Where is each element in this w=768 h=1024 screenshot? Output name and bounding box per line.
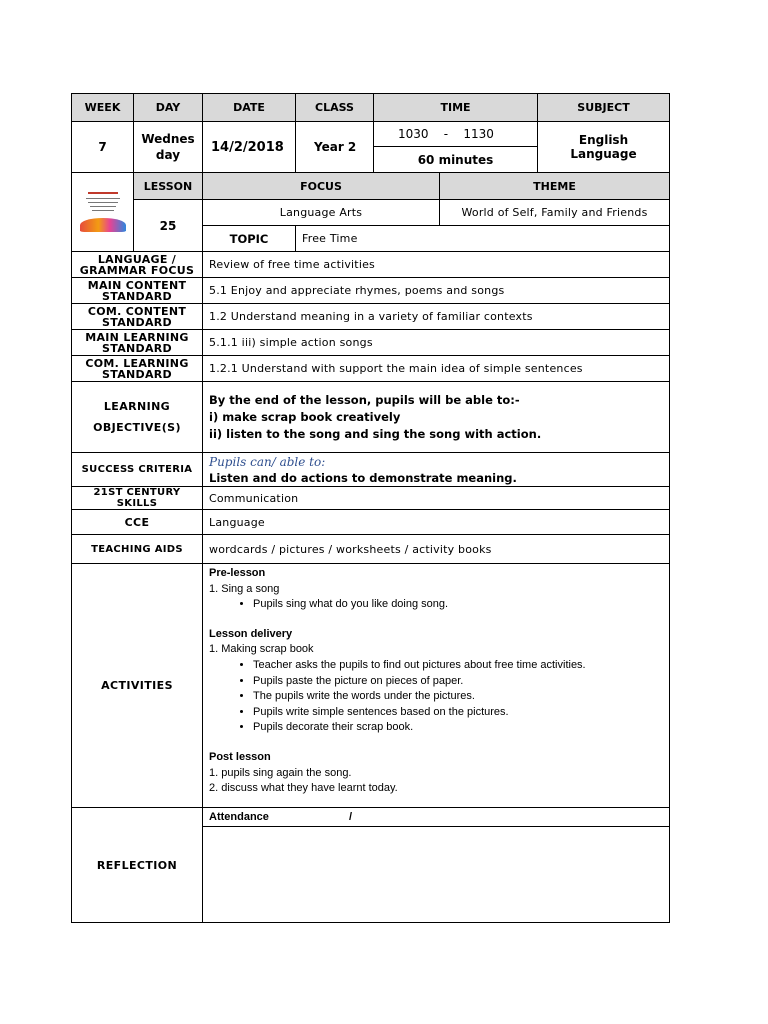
- lesson-plan-table: [71, 93, 670, 923]
- topic-value: Free Time: [296, 226, 670, 252]
- time-range: 1030 - 1130: [374, 122, 538, 147]
- delivery-bullet: • The pupils write the words under the pictures.: [253, 689, 663, 705]
- reflection-notes: [203, 827, 670, 923]
- pre-lesson-bullets: [209, 597, 663, 613]
- grammar-label-line-2: GRAMMAR FOCUS: [79, 263, 195, 277]
- date-value: 14/2/2018: [203, 122, 296, 173]
- week-header: WEEK: [72, 94, 134, 122]
- day-line-1: Wednes: [141, 132, 195, 146]
- com-content-label-line-2: STANDARD: [102, 315, 172, 329]
- objectives-row: [72, 382, 670, 453]
- school-logo: [72, 173, 134, 252]
- lesson-number: 25: [134, 200, 203, 252]
- skills-label: 21ST CENTURY SKILLS: [72, 487, 203, 510]
- objectives-value: [203, 382, 670, 453]
- objective-item-1: i) make scrap book creatively: [209, 410, 401, 424]
- focus-header: FOCUS: [203, 173, 440, 200]
- main-learning-value: 5.1.1 iii) simple action songs: [203, 330, 670, 356]
- main-learning-row: [72, 330, 670, 356]
- cce-row: [72, 510, 670, 535]
- delivery-title: Lesson delivery: [209, 627, 293, 640]
- success-value: [203, 453, 670, 487]
- success-title: Pupils can/ able to:: [209, 454, 326, 469]
- header-row: [72, 94, 670, 122]
- pre-lesson-step: 1. Sing a song: [209, 582, 280, 595]
- delivery-step: 1. Making scrap book: [209, 643, 314, 656]
- attendance-label: Attendance: [209, 811, 269, 823]
- main-learning-label-line-1: MAIN LEARNING: [85, 330, 189, 344]
- day-line-2: day: [155, 148, 181, 162]
- focus-value: Language Arts: [203, 200, 440, 226]
- focus-row: [72, 200, 670, 226]
- main-content-label-line-2: STANDARD: [102, 289, 172, 303]
- main-content-label: [72, 278, 203, 304]
- com-content-label-line-1: COM. CONTENT: [87, 304, 187, 318]
- skills-row: [72, 487, 670, 510]
- class-header: CLASS: [296, 94, 374, 122]
- cce-value: Language: [203, 510, 670, 535]
- day-value: [134, 122, 203, 173]
- pre-lesson-bullet: • Pupils sing what do you like doing song.: [253, 597, 663, 613]
- objectives-intro: By the end of the lesson, pupils will be able to:-: [209, 393, 520, 407]
- objectives-label: [72, 382, 203, 453]
- objectives-label-line-1: LEARNING: [103, 400, 171, 413]
- com-content-label: [72, 304, 203, 330]
- com-content-value: 1.2 Understand meaning in a variety of familiar contexts: [203, 304, 670, 330]
- theme-header: THEME: [440, 173, 670, 200]
- reflection-label: REFLECTION: [72, 808, 203, 923]
- date-header: DATE: [203, 94, 296, 122]
- grammar-row: [72, 252, 670, 278]
- com-learning-label-line-1: COM. LEARNING: [85, 356, 189, 370]
- activities-row: [72, 564, 670, 808]
- success-label: SUCCESS CRITERIA: [72, 453, 203, 487]
- lesson-header-row: [72, 173, 670, 200]
- pre-lesson-title: Pre-lesson: [209, 567, 266, 579]
- success-row: [72, 453, 670, 487]
- skills-value: Communication: [203, 487, 670, 510]
- aids-label: TEACHING AIDS: [72, 535, 203, 564]
- grammar-label: [72, 252, 203, 278]
- post-lesson-step-2: 2. discuss what they have learnt today.: [209, 782, 398, 795]
- delivery-bullet: • Teacher asks the pupils to find out pictures about free time activities.: [253, 658, 663, 674]
- main-learning-label-line-2: STANDARD: [102, 341, 172, 355]
- objective-item-2: ii) listen to the song and sing the song with action.: [209, 427, 542, 441]
- main-content-row: [72, 278, 670, 304]
- delivery-bullet: • Pupils decorate their scrap book.: [253, 720, 663, 736]
- com-learning-row: [72, 356, 670, 382]
- com-learning-label: [72, 356, 203, 382]
- theme-value: World of Self, Family and Friends: [440, 200, 670, 226]
- week-value: 7: [72, 122, 134, 173]
- post-lesson-title: Post lesson: [209, 750, 271, 763]
- main-content-value: 5.1 Enjoy and appreciate rhymes, poems and songs: [203, 278, 670, 304]
- post-lesson-step-1: 1. pupils sing again the song.: [209, 766, 352, 779]
- attendance-field: [203, 808, 670, 827]
- attendance-row: [72, 808, 670, 827]
- aids-row: [72, 535, 670, 564]
- info-row: [72, 122, 670, 147]
- lesson-header: LESSON: [134, 173, 203, 200]
- main-content-label-line-1: MAIN CONTENT: [87, 278, 187, 292]
- time-header: TIME: [374, 94, 538, 122]
- duration-value: 60 minutes: [374, 147, 538, 173]
- topic-label: TOPIC: [203, 226, 296, 252]
- attendance-slash: /: [349, 811, 353, 823]
- success-body: Listen and do actions to demonstrate meaning.: [209, 470, 517, 485]
- class-value: Year 2: [296, 122, 374, 173]
- activities-content: [203, 564, 670, 808]
- delivery-bullet: • Pupils write simple sentences based on the pictures.: [253, 705, 663, 721]
- main-learning-label: [72, 330, 203, 356]
- com-content-row: [72, 304, 670, 330]
- com-learning-label-line-2: STANDARD: [102, 367, 172, 381]
- school-logo-icon: [76, 186, 130, 238]
- objectives-label-line-2: OBJECTIVE(S): [93, 421, 181, 434]
- day-header: DAY: [134, 94, 203, 122]
- com-learning-value: 1.2.1 Understand with support the main idea of simple sentences: [203, 356, 670, 382]
- grammar-label-line-1: LANGUAGE /: [97, 252, 177, 266]
- aids-value: wordcards / pictures / worksheets / activity books: [203, 535, 670, 564]
- delivery-bullet: • Pupils paste the picture on pieces of paper.: [253, 674, 663, 690]
- subject-header: SUBJECT: [538, 94, 670, 122]
- grammar-value: Review of free time activities: [203, 252, 670, 278]
- delivery-bullets: [209, 658, 663, 736]
- activities-label: ACTIVITIES: [72, 564, 203, 808]
- cce-label: CCE: [72, 510, 203, 535]
- subject-value: English Language: [538, 122, 670, 173]
